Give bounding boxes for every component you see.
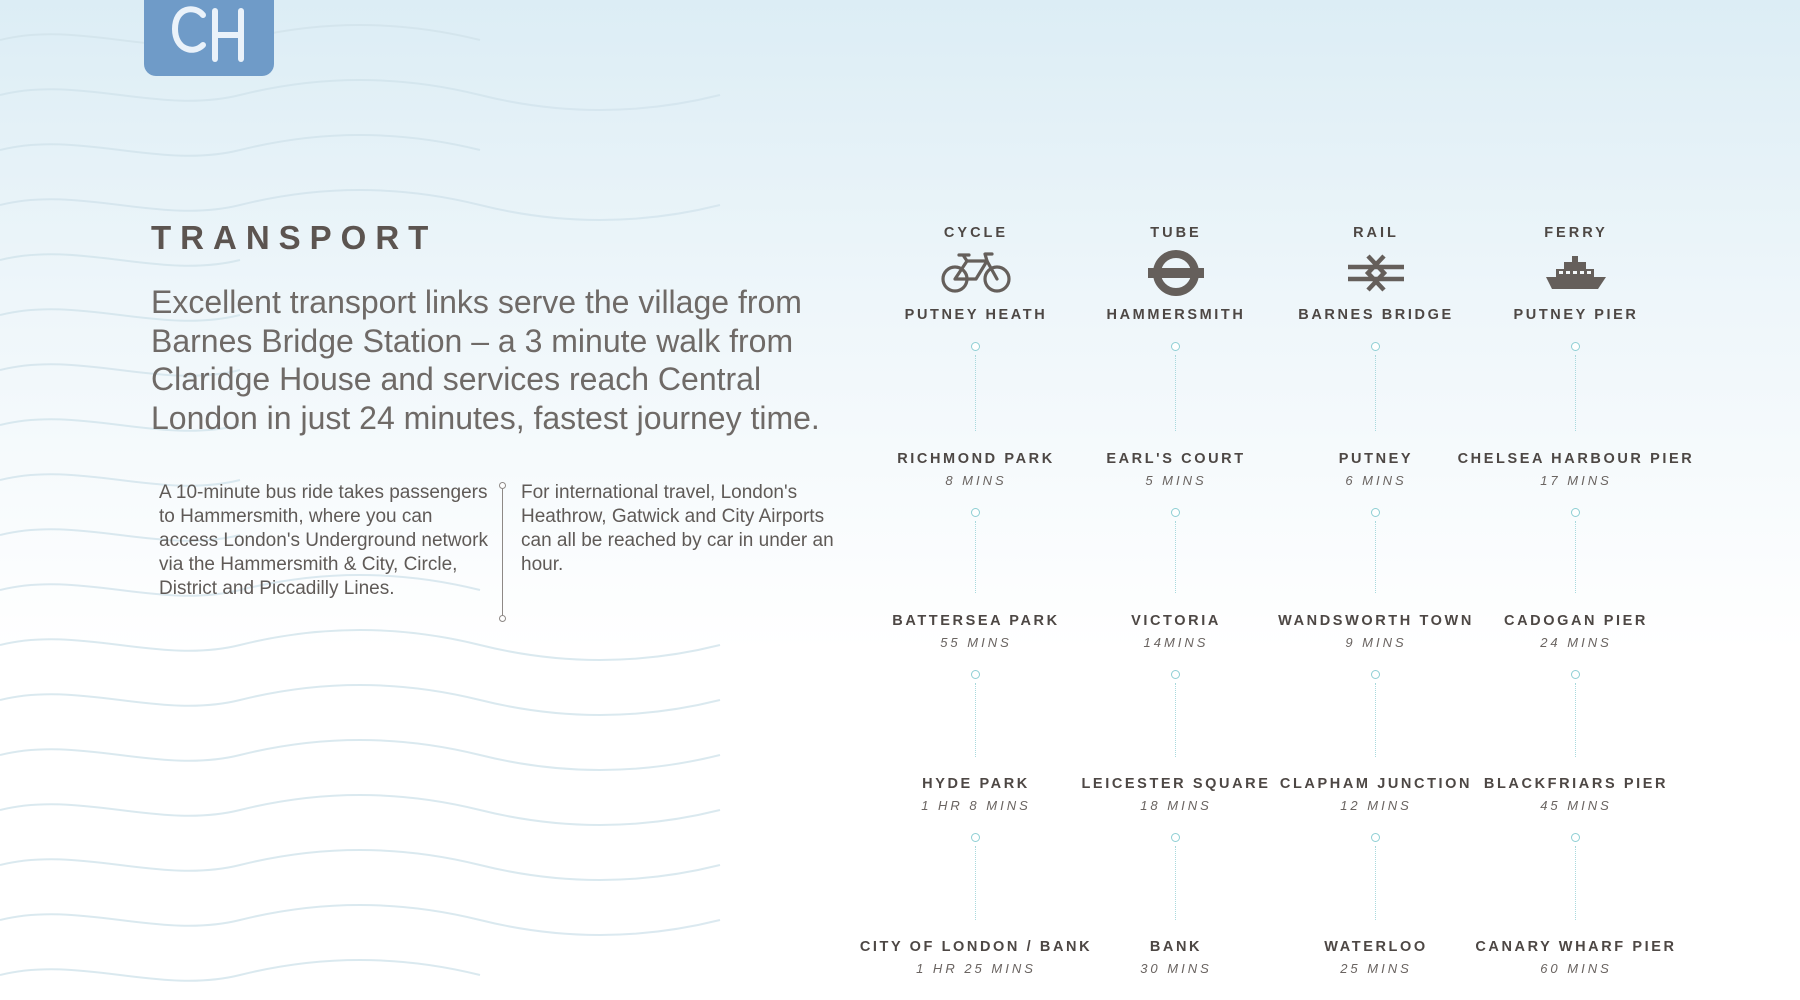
route-dot bbox=[1571, 670, 1580, 679]
bus-info-text: A 10-minute bus ride takes passengers to Hammersmith, where you can access London's Underground network via the Hammersmith & City, Circle, District and Piccadilly Lines. bbox=[159, 482, 488, 599]
mode-label: TUBE bbox=[1150, 225, 1202, 241]
origin-station: PUTNEY HEATH bbox=[904, 307, 1048, 323]
mode-label: FERRY bbox=[1544, 225, 1608, 241]
journey-time: 17 MINS bbox=[1540, 473, 1612, 488]
destination-name: CANARY WHARF PIER bbox=[1475, 939, 1677, 955]
destination-name: BLACKFRIARS PIER bbox=[1483, 776, 1669, 792]
mode-label: CYCLE bbox=[943, 225, 1009, 241]
route-dot bbox=[971, 833, 980, 842]
journey-time: 25 MINS bbox=[1340, 961, 1412, 976]
route-dot bbox=[1371, 342, 1380, 351]
destination-name: CADOGAN PIER bbox=[1504, 613, 1648, 629]
route-connector bbox=[1175, 846, 1176, 920]
route-dot bbox=[1571, 508, 1580, 517]
route-connector bbox=[1575, 355, 1576, 431]
destination-name: CHELSEA HARBOUR PIER bbox=[1457, 451, 1695, 467]
route-connector bbox=[1575, 683, 1576, 757]
route-connector bbox=[1175, 521, 1176, 593]
route-dot bbox=[1371, 508, 1380, 517]
journey-time: 5 MINS bbox=[1145, 473, 1207, 488]
journey-time: 45 MINS bbox=[1540, 798, 1612, 813]
journey-time: 6 MINS bbox=[1345, 473, 1407, 488]
destination-name: CITY OF LONDON / BANK bbox=[859, 939, 1093, 955]
route-connector bbox=[1375, 355, 1376, 431]
journey-time: 1 HR 25 MINS bbox=[916, 961, 1036, 976]
destination-name: BANK bbox=[1149, 939, 1203, 955]
origin-station: HAMMERSMITH bbox=[1106, 307, 1246, 323]
journey-time: 9 MINS bbox=[1345, 635, 1407, 650]
destination-name: EARL'S COURT bbox=[1106, 451, 1246, 467]
journey-time: 60 MINS bbox=[1540, 961, 1612, 976]
journey-time: 1 HR 8 MINS bbox=[921, 798, 1031, 813]
route-dot bbox=[1171, 508, 1180, 517]
destination-name: VICTORIA bbox=[1131, 613, 1221, 629]
destination-name: WANDSWORTH TOWN bbox=[1278, 613, 1474, 629]
route-dot bbox=[1171, 670, 1180, 679]
mode-label: RAIL bbox=[1353, 225, 1399, 241]
page-title: TRANSPORT bbox=[151, 219, 438, 256]
destination-name: LEICESTER SQUARE bbox=[1081, 776, 1271, 792]
route-dot bbox=[971, 342, 980, 351]
route-dot bbox=[1371, 670, 1380, 679]
destination-name: RICHMOND PARK bbox=[897, 451, 1055, 467]
route-connector bbox=[1575, 846, 1576, 920]
route-connector bbox=[975, 355, 976, 431]
origin-station: PUTNEY PIER bbox=[1513, 307, 1639, 323]
route-connector bbox=[975, 846, 976, 920]
column-divider bbox=[502, 488, 503, 616]
route-connector bbox=[1575, 521, 1576, 593]
route-dot bbox=[971, 670, 980, 679]
intro-paragraph: Excellent transport links serve the village from Barnes Bridge Station – a 3 minute walk from Claridge House and services reach Central London in just 24 minutes, fastest journey time. bbox=[151, 284, 820, 436]
route-dot bbox=[1571, 833, 1580, 842]
destination-name: PUTNEY bbox=[1338, 451, 1414, 467]
route-dot bbox=[971, 508, 980, 517]
airport-info-text: For international travel, London's Heathrow, Gatwick and City Airports can all be reached by car in under an hour. bbox=[521, 482, 834, 575]
ch-monogram-icon bbox=[159, 0, 259, 67]
journey-time: 55 MINS bbox=[940, 635, 1012, 650]
bicycle-icon bbox=[936, 248, 1016, 298]
transport-column-ferry bbox=[1446, 0, 1706, 1000]
journey-time: 24 MINS bbox=[1540, 635, 1612, 650]
journey-time: 30 MINS bbox=[1140, 961, 1212, 976]
route-dot bbox=[1371, 833, 1380, 842]
origin-station: BARNES BRIDGE bbox=[1298, 307, 1454, 323]
claridge-house-logo bbox=[144, 0, 274, 76]
route-connector bbox=[1175, 683, 1176, 757]
route-connector bbox=[1375, 683, 1376, 757]
underground-roundel-icon bbox=[1136, 248, 1216, 298]
national-rail-icon bbox=[1336, 248, 1416, 298]
route-connector bbox=[1375, 521, 1376, 593]
route-connector bbox=[1175, 355, 1176, 431]
destination-name: HYDE PARK bbox=[922, 776, 1030, 792]
destination-name: CLAPHAM JUNCTION bbox=[1279, 776, 1473, 792]
ferry-boat-icon bbox=[1536, 248, 1616, 298]
route-connector bbox=[975, 683, 976, 757]
journey-time: 18 MINS bbox=[1140, 798, 1212, 813]
destination-name: BATTERSEA PARK bbox=[892, 613, 1060, 629]
route-dot bbox=[1171, 342, 1180, 351]
route-connector bbox=[1375, 846, 1376, 920]
destination-name: WATERLOO bbox=[1324, 939, 1428, 955]
journey-time: 14MINS bbox=[1143, 635, 1209, 650]
journey-time: 12 MINS bbox=[1340, 798, 1412, 813]
route-dot bbox=[1171, 833, 1180, 842]
journey-time: 8 MINS bbox=[945, 473, 1007, 488]
route-dot bbox=[1571, 342, 1580, 351]
route-connector bbox=[975, 521, 976, 593]
